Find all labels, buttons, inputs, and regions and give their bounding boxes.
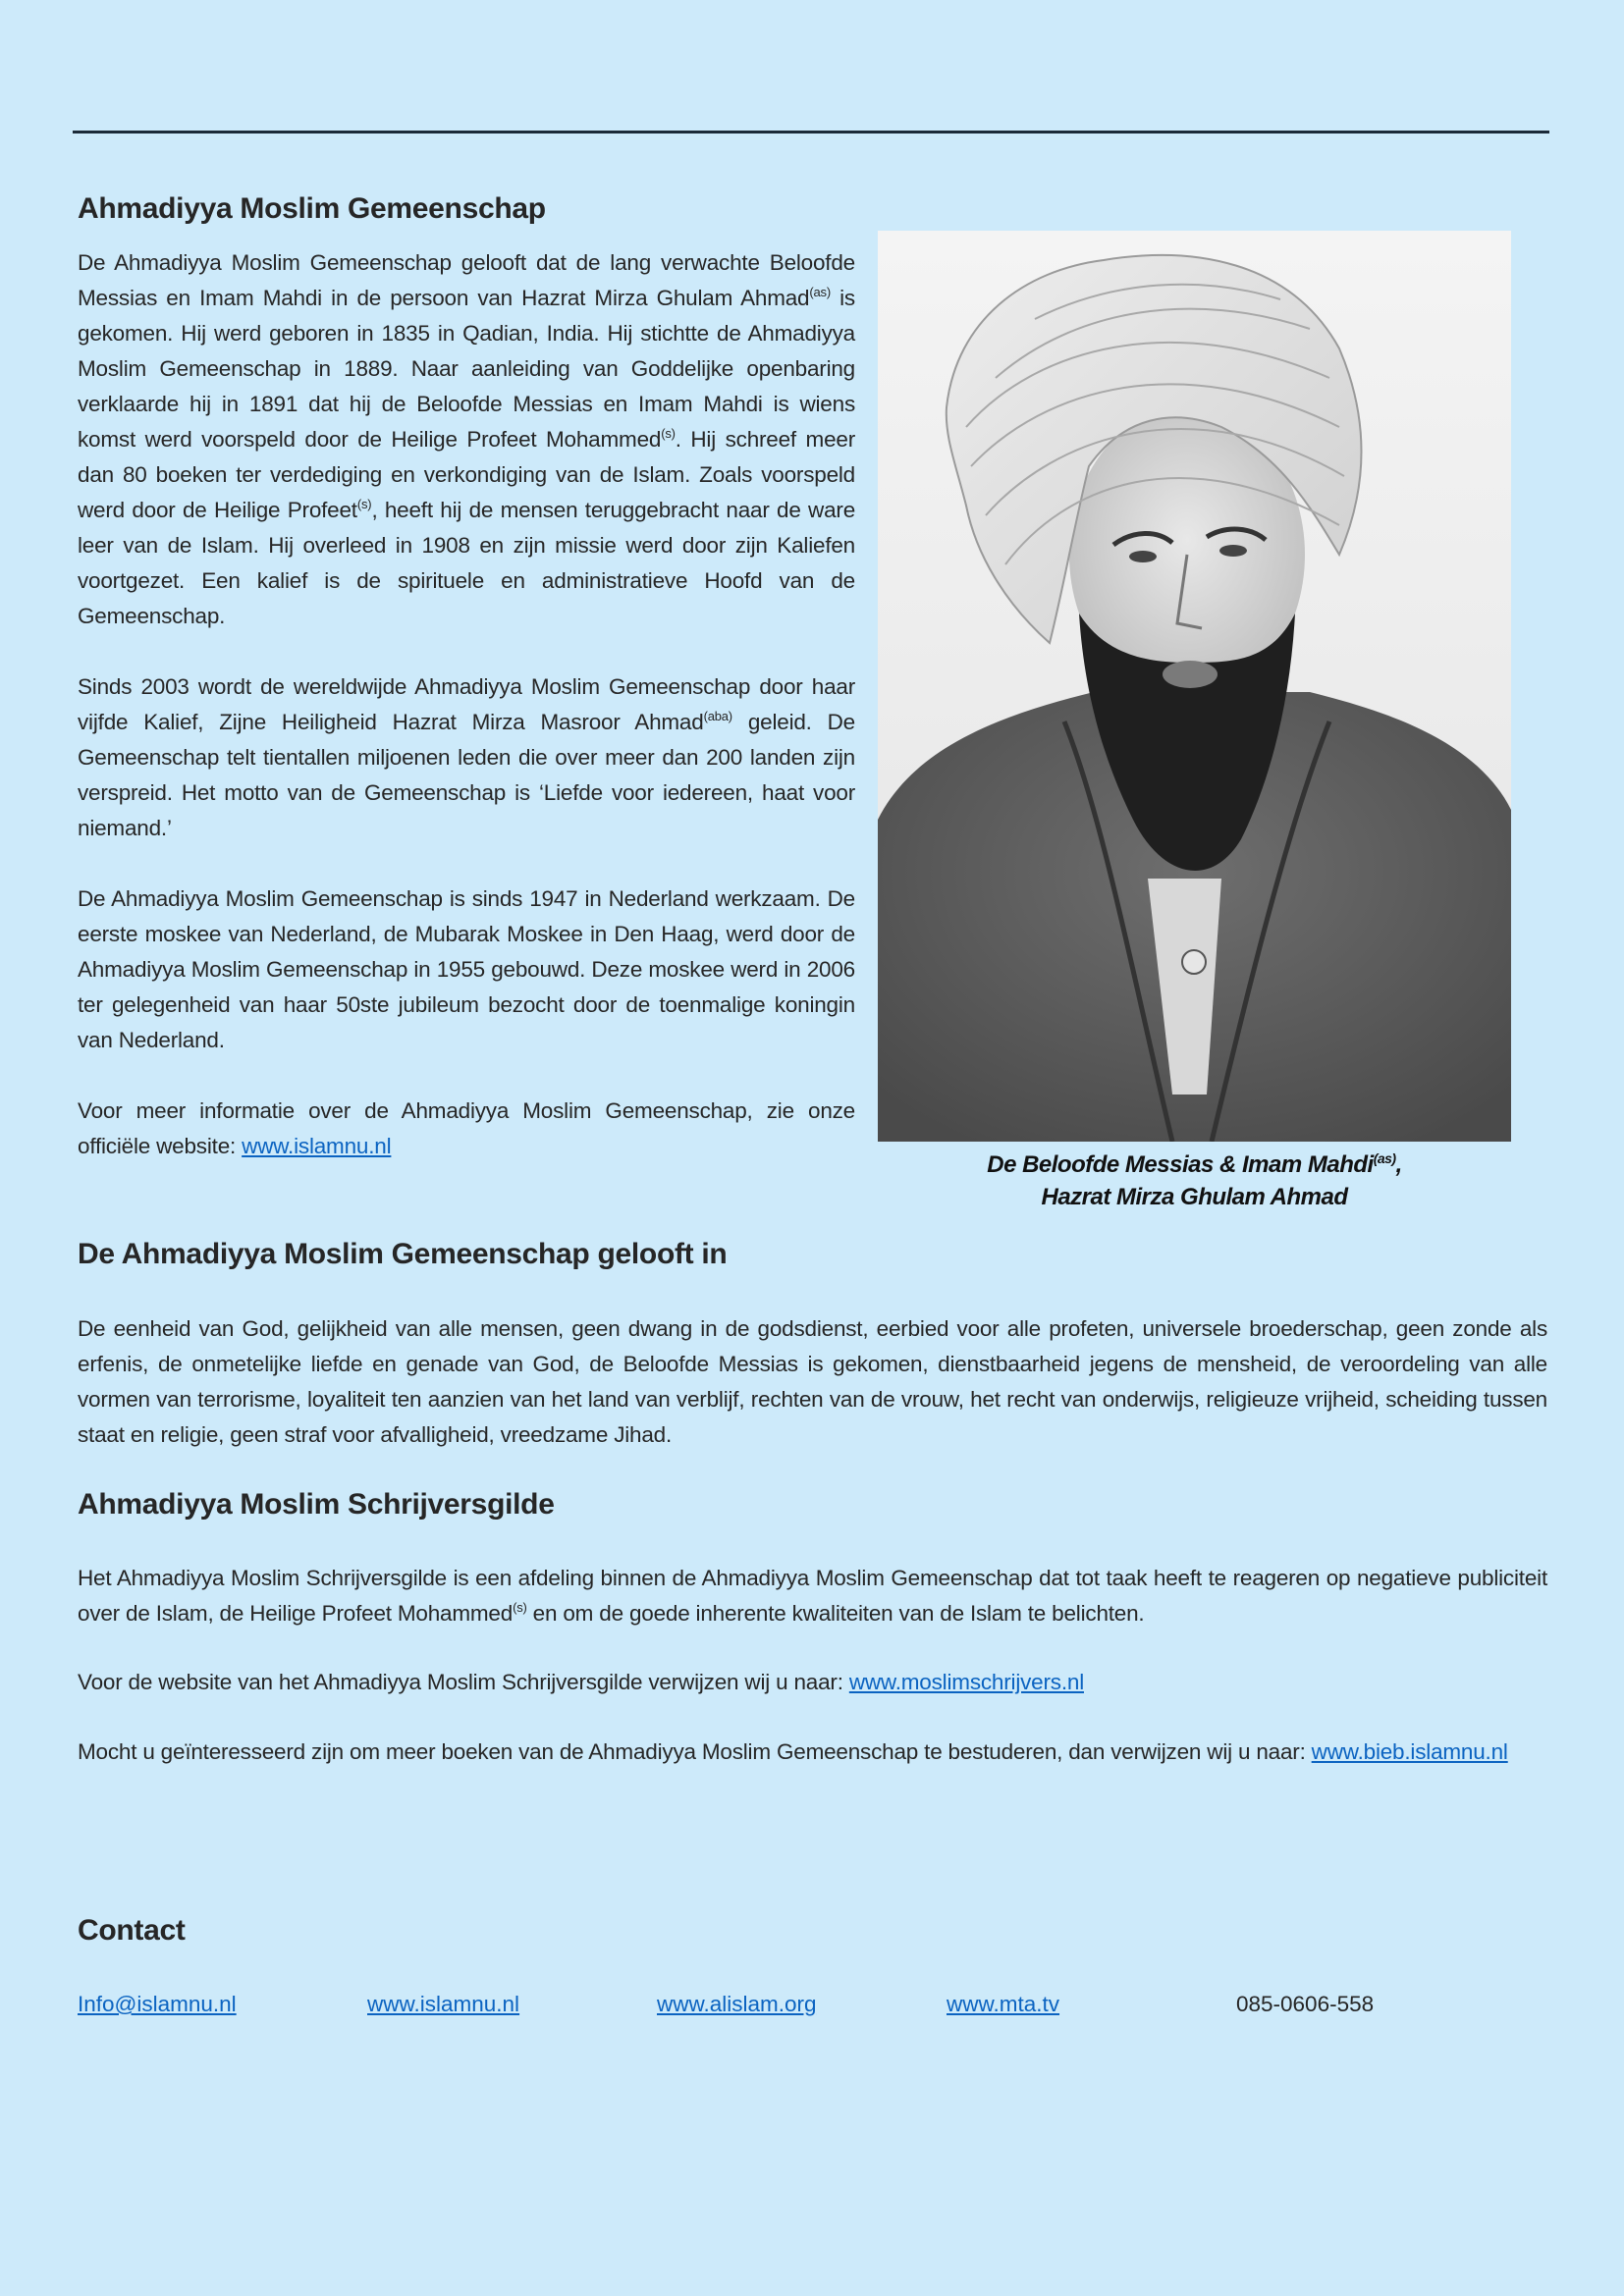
section-title-beliefs: De Ahmadiyya Moslim Gemeenschap gelooft in [78, 1238, 728, 1270]
text-run: Sinds 2003 wordt de wereldwijde Ahmadiyya Moslim Gemeenschap door haar vijfde Kalief, Zijne Heiligheid Hazrat Mirza Masroor Ahmad [78, 674, 855, 734]
text-run: is gekomen. Hij werd geboren in 1835 in Qadian, India. Hij stichtte de Ahmadiyya Moslim Gemeenschap in 1889. Naar aanleiding van Goddelijke openbaring verklaarde hij in 1891 dat hij de Beloofde Messias en Imam Mahdi is wiens komst werd voorspeld door de Heilige Profeet Mohammed [78, 286, 855, 452]
honorific-superscript: (aba) [703, 709, 732, 723]
contact-phone: 085-0606-558 [1236, 1992, 1375, 2016]
text-run: , heeft hij de mensen teruggebracht naar de ware leer van de Islam. Hij overleed in 1908 en zijn missie werd door zijn Kaliefen voortgezet. Een kalief is de spirituele en administratieve Hoofd van de Gemeenschap. [78, 498, 856, 628]
honorific-superscript: (as) [1373, 1150, 1396, 1166]
bieb-islamnu-link[interactable]: www.bieb.islamnu.nl [1311, 1739, 1508, 1764]
intro-paragraph-1 [78, 245, 855, 634]
schrijversgilde-paragraph-3 [78, 1735, 1547, 1770]
text-run: Mocht u geïnteresseerd zijn om meer boeken van de Ahmadiyya Moslim Gemeenschap te bestuderen, dan verwijzen wij u naar: [78, 1739, 1312, 1764]
top-divider [73, 131, 1549, 133]
islamnu-link[interactable]: www.islamnu.nl [242, 1134, 392, 1158]
text-run: en om de goede inherente kwaliteiten van de Islam te belichten. [526, 1601, 1145, 1626]
text-run: Voor meer informatie over de Ahmadiyya Moslim Gemeenschap, zie onze officiële website: [78, 1098, 855, 1158]
contact-alislam-link[interactable]: www.alislam.org [657, 1992, 817, 2016]
caption-line-2: Hazrat Mirza Ghulam Ahmad [1041, 1184, 1348, 1210]
schrijversgilde-paragraph-2 [78, 1665, 1547, 1700]
text-run: De Ahmadiyya Moslim Gemeenschap gelooft dat de lang verwachte Beloofde Messias en Imam Mahdi in de persoon van Hazrat Mirza Ghulam Ahmad [78, 250, 855, 310]
portrait-photo [878, 231, 1511, 1142]
intro-section [78, 192, 855, 1164]
portrait-illustration [878, 231, 1511, 1142]
honorific-superscript: (s) [513, 1600, 527, 1615]
honorific-superscript: (as) [809, 285, 831, 299]
schrijversgilde-paragraph-1 [78, 1561, 1547, 1631]
contact-islamnu-link[interactable]: www.islamnu.nl [367, 1992, 520, 2016]
honorific-superscript: (s) [356, 497, 372, 511]
beliefs-paragraph: De eenheid van God, gelijkheid van alle mensen, geen dwang in de godsdienst, eerbied voor alle profeten, universele broederschap, geen zonde als erfenis, de onmetelijke liefde en genade van God, de Beloofde Messias is gekomen, dienstbaarheid jegens de mensheid, de veroordeling van alle vormen van terrorisme, loyaliteit ten aanzien van het land van verblijf, rechten van de vrouw, het recht van onderwijs, religieuze vrijheid, scheiding tussen staat en religie, geen straf voor afvalligheid, vreedzame Jihad. [78, 1316, 1547, 1447]
contact-mta-link[interactable]: www.mta.tv [947, 1992, 1060, 2016]
caption-text: De Beloofde Messias & Imam Mahdi [987, 1151, 1374, 1178]
caption-text: , [1395, 1151, 1402, 1178]
intro-paragraph-4 [78, 1094, 855, 1164]
text-run: Voor de website van het Ahmadiyya Moslim Schrijversgilde verwijzen wij u naar: [78, 1670, 849, 1694]
portrait-caption [878, 1148, 1511, 1213]
text-run: Het Ahmadiyya Moslim Schrijversgilde is een afdeling binnen de Ahmadiyya Moslim Gemeenschap dat tot taak heeft te reageren op negatieve publiciteit over de Islam, de Heilige Profeet Mohammed [78, 1566, 1547, 1626]
text-run: . Hij schreef meer dan 80 boeken ter verdediging en verkondiging van de Islam. Zoals voorspeld werd door de Heilige Profeet [78, 427, 855, 522]
intro-paragraph-2 [78, 669, 855, 846]
caption-line-1 [878, 1148, 1511, 1181]
intro-paragraph-3: De Ahmadiyya Moslim Gemeenschap is sinds 1947 in Nederland werkzaam. De eerste moskee van Nederland, de Mubarak Moskee in Den Haag, werd door de Ahmadiyya Moslim Gemeenschap in 1955 gebouwd. Deze moskee werd in 2006 ter gelegenheid van haar 50ste jubileum bezocht door de toenmalige koningin van Nederland. [78, 886, 855, 1052]
section-title-schrijversgilde: Ahmadiyya Moslim Schrijversgilde [78, 1488, 555, 1521]
moslimschrijvers-link[interactable]: www.moslimschrijvers.nl [848, 1670, 1084, 1694]
section-title-gemeenschap: Ahmadiyya Moslim Gemeenschap [78, 192, 546, 225]
text-run: geleid. De Gemeenschap telt tientallen miljoenen leden die over meer dan 200 landen zijn verspreid. Het motto van de Gemeenschap is ‘Liefde voor iedereen, haat voor niemand.’ [78, 710, 855, 840]
honorific-superscript: (s) [661, 426, 676, 441]
contact-email-link[interactable]: Info@islamnu.nl [78, 1992, 237, 2016]
section-title-contact: Contact [78, 1914, 186, 1947]
